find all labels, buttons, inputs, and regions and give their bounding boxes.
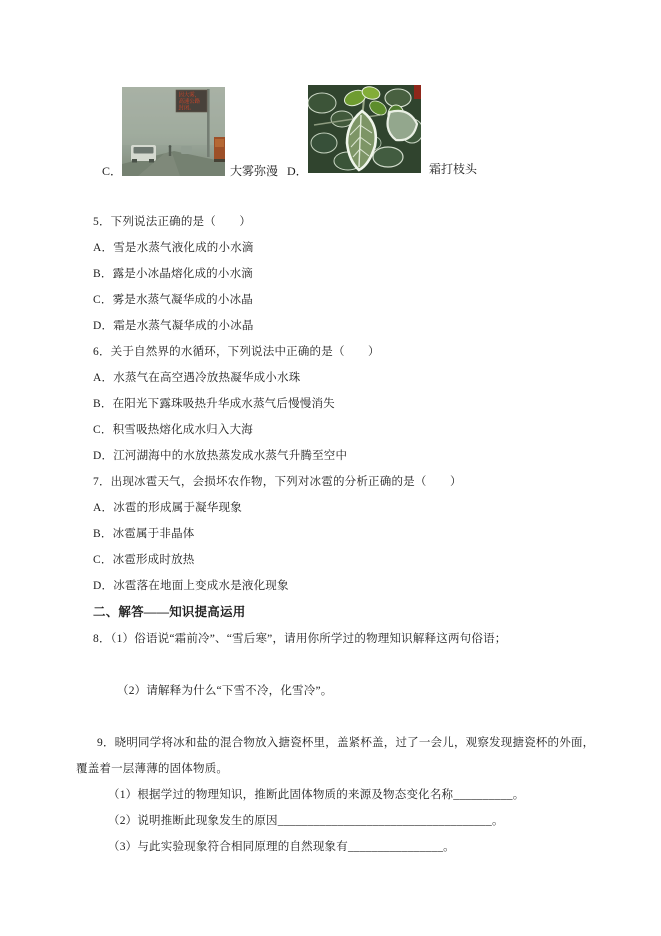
fog-sign-text-line1: 因大雾， (178, 92, 201, 99)
question-5-option-c: C．雾是水蒸气凝华成的小冰晶 (93, 294, 253, 306)
question-5-option-a: A．雪是水蒸气液化成的小水滴 (93, 242, 254, 254)
question-6-option-a: A．水蒸气在高空遇冷放热凝华成小水珠 (93, 372, 301, 384)
question-9-line-2: 覆盖着一层薄薄的固体物质。 (76, 763, 229, 775)
section-2-heading: 二、解答——知识提高运用 (93, 605, 246, 619)
fog-haze-overlay (122, 87, 225, 176)
question-9-line-1: 9．晓明同学将冰和盐的混合物放入搪瓷杯里，盖紧杯盖，过了一会儿，观察发现搪瓷杯的外面， (97, 737, 595, 749)
figure-c-caption: 大雾弥漫 (230, 164, 279, 178)
frost-leaf (308, 93, 336, 113)
question-6-option-c: C．积雪吸热熔化成水归入大海 (93, 424, 253, 436)
fog-photo (122, 87, 225, 176)
question-7-option-c: C．冰雹形成时放热 (93, 554, 195, 566)
question-6-option-b: B．在阳光下露珠吸热升华成水蒸气后慢慢消失 (93, 398, 335, 410)
fog-sign-text-line2: 高速公路 (178, 99, 201, 105)
question-9-part-1: （1）根据学过的物理知识，推断此固体物质的来源及物态变化名称__________。 (108, 789, 525, 801)
frost-photo (308, 85, 421, 173)
question-9-part-3: （3）与此实验现象符合相同原理的自然现象有________________。 (108, 841, 455, 853)
figure-c-label: C． (102, 164, 123, 178)
question-9-part-2: （2）说明推断此现象发生的原因____________________________________。 (108, 815, 504, 827)
fog-scene-graphic (122, 87, 225, 176)
question-7-option-b: B．冰雹属于非晶体 (93, 528, 195, 540)
question-8-part-1: 8．（1）俗语说“霜前冷”、“雪后寒”，请用你所学过的物理知识解释这两句俗语； (93, 633, 507, 645)
question-6-option-d: D．江河湖海中的水放热蒸发成水蒸气升腾至空中 (93, 450, 348, 462)
red-patch (414, 85, 421, 99)
figure-d-caption: 霜打枝头 (429, 162, 478, 176)
question-5-option-d: D．霜是水蒸气凝华成的小冰晶 (93, 320, 254, 332)
question-6-stem: 6．关于自然界的水循环，下列说法中正确的是（ ） (93, 346, 380, 358)
question-8-part-2: （2）请解释为什么“下雪不冷，化雪冷”。 (117, 685, 333, 697)
question-7-stem: 7．出现冰雹天气，会损坏农作物，下列对冰雹的分析正确的是（ ） (93, 476, 462, 488)
question-7-option-a: A．冰雹的形成属于凝华现象 (93, 502, 242, 514)
question-7-option-d: D．冰雹落在地面上变成水是液化现象 (93, 580, 289, 592)
frost-leaves-graphic (308, 85, 421, 173)
question-5-stem: 5．下列说法正确的是（ ） (93, 216, 252, 228)
figure-d-label: D． (287, 164, 308, 178)
question-5-option-b: B．露是小冰晶熔化成的小水滴 (93, 268, 253, 280)
fog-sign-text-line3: 封闭。 (178, 105, 195, 112)
